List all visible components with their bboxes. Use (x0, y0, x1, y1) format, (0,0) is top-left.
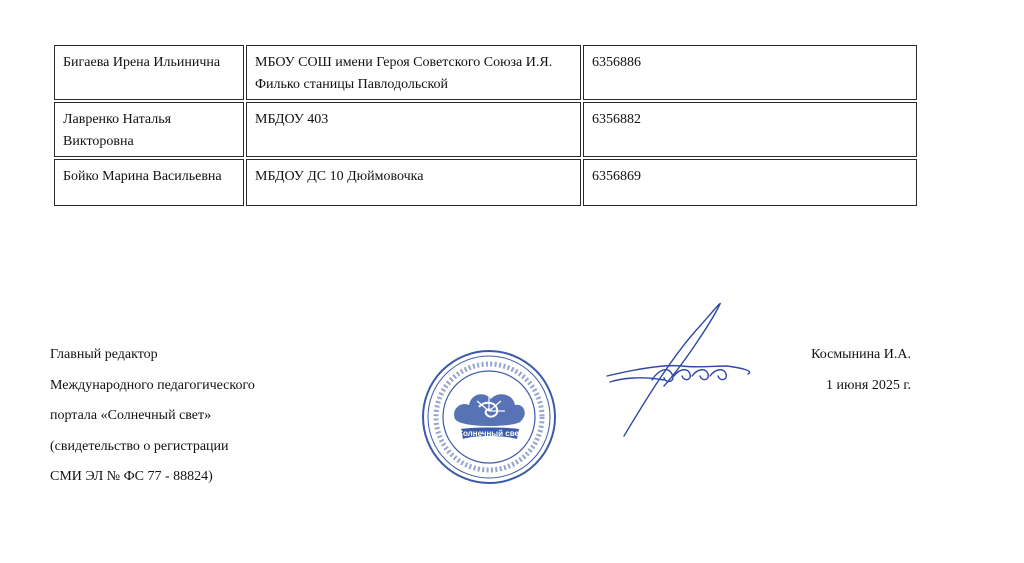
editor-signature-icon (602, 296, 762, 441)
portal-name-line: портала «Солнечный свет» (50, 408, 212, 423)
editor-credentials (50, 344, 255, 497)
certificate-number-cell: 6356869 (583, 159, 917, 206)
editor-signoff (811, 344, 911, 405)
participant-name-cell: Бойко Марина Васильевна (54, 159, 244, 206)
organization-cell: МБДОУ 403 (246, 102, 581, 157)
results-table-container (52, 43, 919, 208)
seal-stamp-icon (421, 349, 557, 485)
registration-line: (свидетельство о регистрации (50, 438, 229, 454)
issue-date: 1 июня 2025 г. (825, 377, 911, 393)
table-row (54, 159, 917, 206)
table-row (54, 102, 917, 157)
certificate-number-cell: 6356882 (583, 102, 917, 157)
editor-name: Космынина И.А. (811, 347, 911, 362)
stamp-center-text: Солнечный свет (457, 429, 523, 438)
editor-title-line: Главный редактор (50, 347, 158, 362)
results-table (52, 43, 919, 208)
portal-line: Международного педагогического (50, 377, 255, 393)
organization-cell: МБОУ СОШ имени Героя Советского Союза И.Я. Филько станицы Павлодольской (246, 45, 581, 100)
participant-name-cell: Бигаева Ирена Ильинична (54, 45, 244, 100)
organization-cell: МБДОУ ДС 10 Дюймовочка (246, 159, 581, 206)
registration-number-line: СМИ ЭЛ № ФС 77 - 88824) (50, 469, 213, 484)
certificate-number-cell: 6356886 (583, 45, 917, 100)
table-row (54, 45, 917, 100)
participant-name-cell: Лавренко Наталья Викторовна (54, 102, 244, 157)
